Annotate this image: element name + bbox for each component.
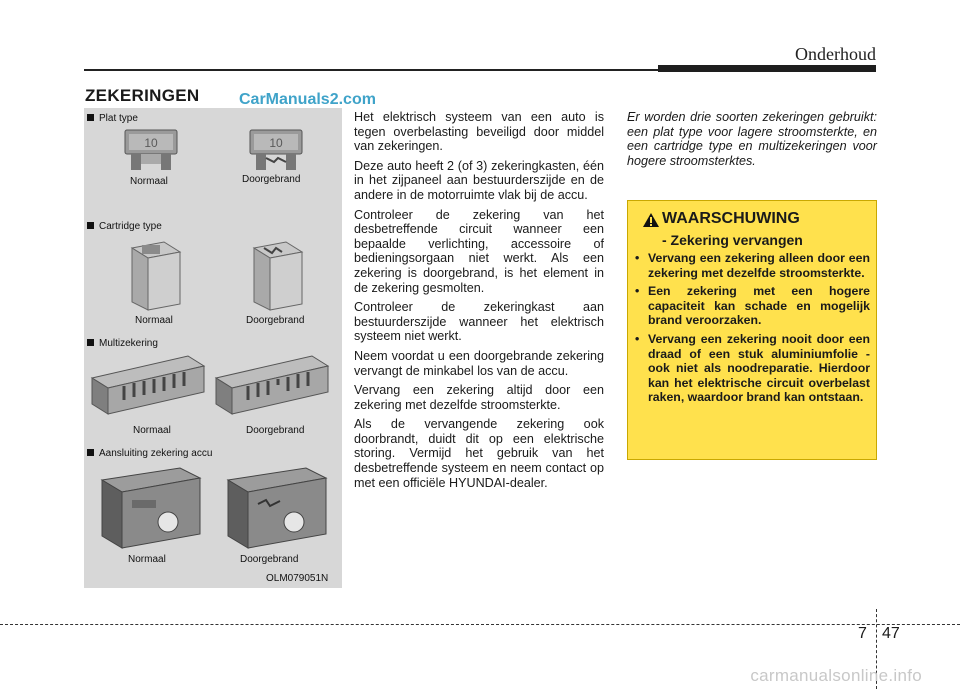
header-rule-bold bbox=[658, 65, 876, 72]
intro-italic: Er worden drie soorten zekeringen gebruikt: een plat type voor lagere stroomsterkte, en een cartridge type en multizekeringen voor hogere stroomsterktes. bbox=[627, 110, 877, 168]
category-plat: Plat type bbox=[87, 113, 138, 124]
multi-blown-label: Doorgebrand bbox=[246, 425, 305, 436]
plat-blown-label: Doorgebrand bbox=[242, 174, 301, 185]
warning-heading: WAARSCHUWING bbox=[662, 210, 800, 227]
multi-normal-label: Normaal bbox=[133, 425, 171, 436]
footer-divider bbox=[0, 624, 960, 625]
warning-list bbox=[634, 251, 870, 409]
site-watermark: carmanualsonline.info bbox=[750, 666, 922, 685]
figure-code: OLM079051N bbox=[266, 573, 329, 584]
warning-box bbox=[627, 200, 877, 460]
plat-normal-label: Normaal bbox=[130, 176, 168, 187]
cartridge-blown-label: Doorgebrand bbox=[246, 315, 305, 326]
battery-fuse-normal-image bbox=[96, 464, 204, 550]
warning-subheading: - Zekering vervangen bbox=[662, 232, 803, 248]
chapter-number: 7 bbox=[858, 625, 867, 642]
category-aansluiting: Aansluiting zekering accu bbox=[87, 448, 212, 459]
body-paragraph: Vervang een zekering altijd door een zekering met dezelfde stroomsterkte. bbox=[354, 383, 604, 412]
body-paragraph: Controleer de zekeringkast aan bestuurderszijde wanneer het elektrisch systeem niet werkt. bbox=[354, 300, 604, 344]
body-paragraph: Controleer de zekering van het desbetreffende circuit wanneer een bepaalde verlichting, accessoire of bedieningsorgaan niet werkt. Als een zekering is doorgebrand, is het element in de zekering gesmolten. bbox=[354, 207, 604, 295]
multi-fuse-normal-image bbox=[88, 352, 208, 420]
warning-item: • Vervang een zekering alleen door een zekering met dezelfde stroomsterkte. bbox=[634, 251, 870, 280]
multi-fuse-blown-image bbox=[212, 352, 332, 420]
warning-triangle-icon bbox=[642, 212, 660, 228]
body-paragraph: Het elektrisch systeem van een auto is tegen overbelasting beveiligd door middel van zekeringen. bbox=[354, 110, 604, 154]
battery-fuse-blown-image bbox=[222, 464, 330, 550]
body-paragraph: Deze auto heeft 2 (of 3) zekeringkasten, één in het zijpaneel aan bestuurderszijde en de andere in de motorruimte vlak bij de accu. bbox=[354, 158, 604, 202]
battery-blown-label: Doorgebrand bbox=[240, 554, 299, 565]
section-title: ZEKERINGEN bbox=[85, 86, 200, 105]
watermark: CarManuals2.com bbox=[239, 91, 376, 108]
category-multi: Multizekering bbox=[87, 338, 158, 349]
blade-fuse-normal-image bbox=[123, 128, 179, 172]
body-paragraph: Als de vervangende zekering ook doorbrandt, duidt dit op een elektrische storing. Vermijd het gebruik van het desbetreffende systeem en neem contact op met een officiële HYUNDAI-dealer. bbox=[354, 417, 604, 490]
body-paragraph: Neem voordat u een doorgebrande zekering vervangt de minkabel los van de accu. bbox=[354, 348, 604, 378]
body-text bbox=[354, 110, 604, 495]
header-title: Onderhoud bbox=[795, 44, 876, 64]
warning-item: • Vervang een zekering nooit door een draad of een stuk aluminiumfolie - ook niet als noodreparatie. Hierdoor kan het elektrische circuit overbelast raken, waardoor brand kan ontstaan. bbox=[634, 332, 870, 405]
blade-fuse-blown-image bbox=[248, 128, 304, 172]
warning-item: • Een zekering met een hogere capaciteit kan schade en mogelijk brand veroorzaken. bbox=[634, 284, 870, 328]
header-rule bbox=[84, 69, 658, 71]
battery-normal-label: Normaal bbox=[128, 554, 166, 565]
fuse-rating-label: 10 bbox=[269, 136, 283, 150]
cartridge-fuse-blown-image bbox=[240, 240, 306, 312]
category-cartridge: Cartridge type bbox=[87, 221, 162, 232]
cartridge-fuse-normal-image bbox=[118, 240, 184, 312]
cartridge-normal-label: Normaal bbox=[135, 315, 173, 326]
page-number: 47 bbox=[882, 625, 900, 642]
fuse-rating-label: 10 bbox=[144, 136, 158, 150]
